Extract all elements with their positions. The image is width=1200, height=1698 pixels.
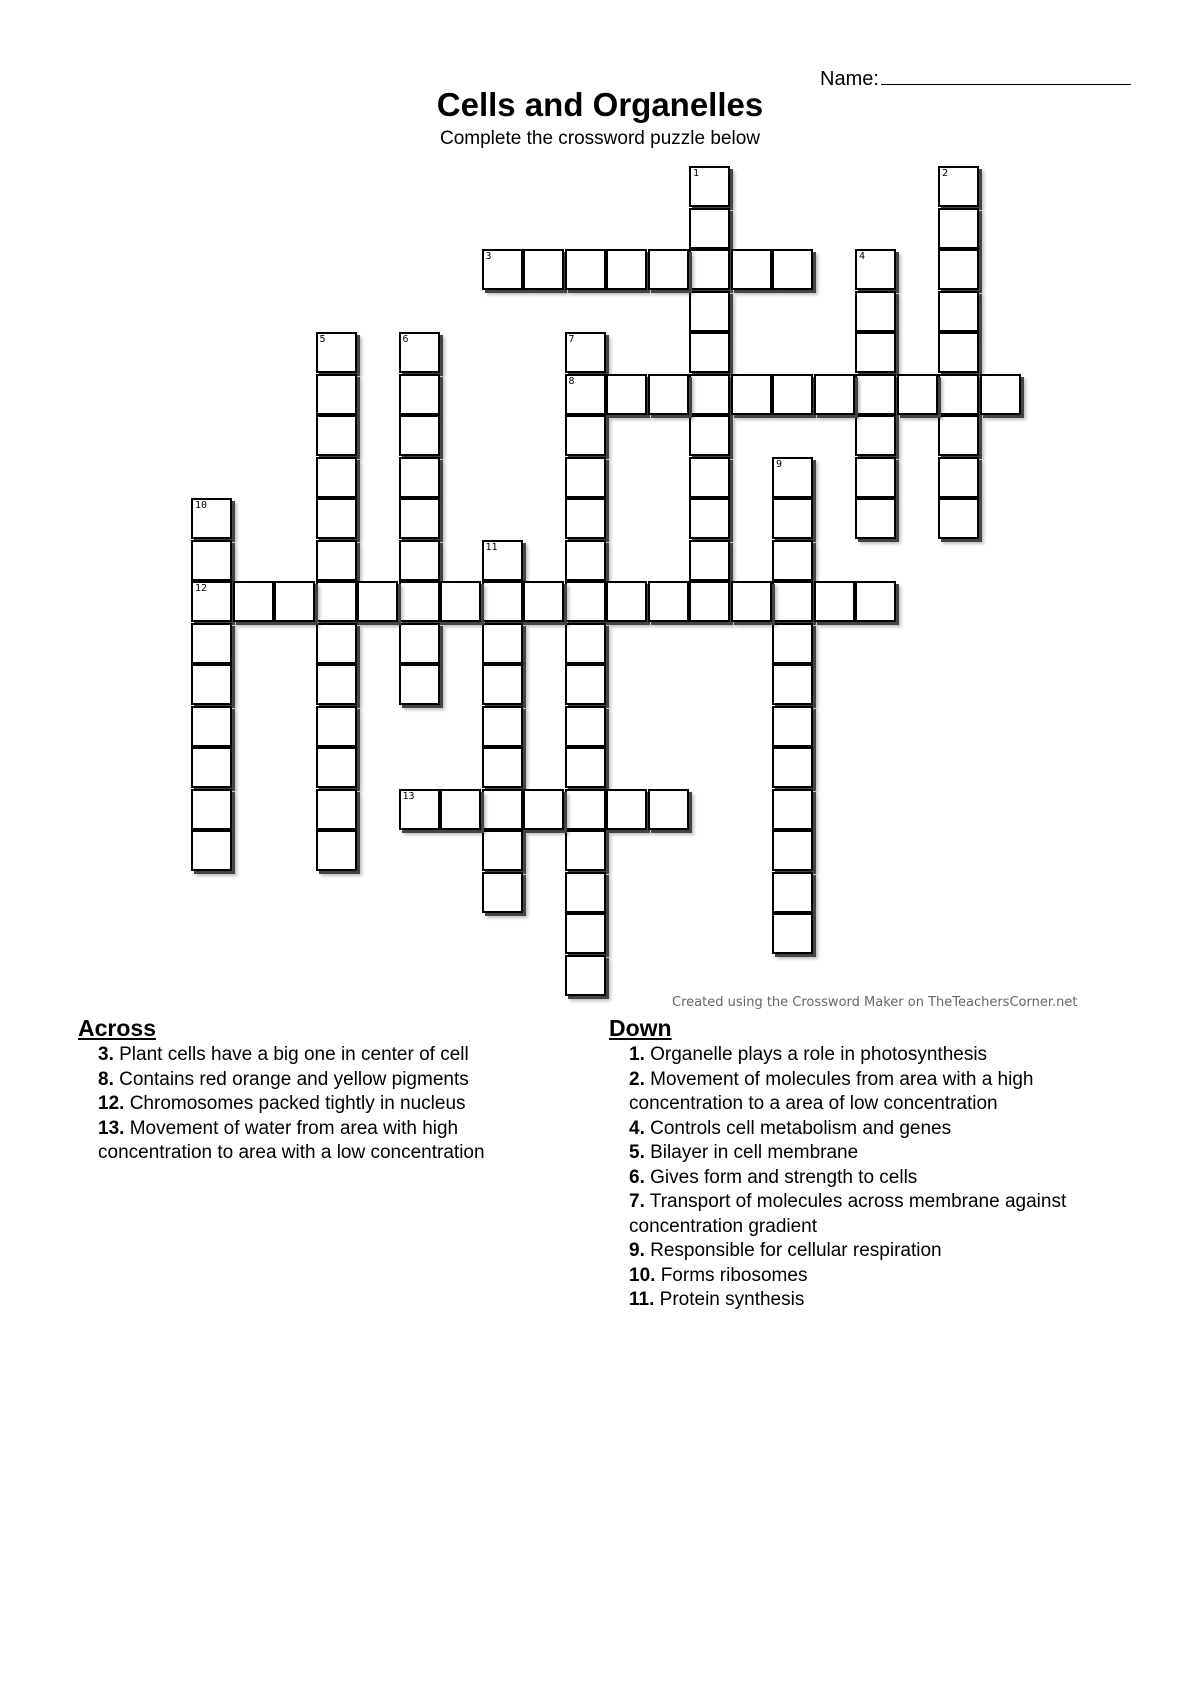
crossword-cell[interactable]	[772, 789, 813, 830]
crossword-cell[interactable]	[482, 581, 523, 622]
crossword-cell[interactable]	[565, 498, 606, 539]
crossword-cell[interactable]	[482, 789, 523, 830]
crossword-cell[interactable]	[316, 581, 357, 622]
crossword-cell[interactable]	[938, 166, 979, 207]
crossword-cell[interactable]	[565, 623, 606, 664]
crossword-cell[interactable]	[606, 249, 647, 290]
clue-text: Contains red orange and yellow pigments	[113, 1068, 469, 1090]
crossword-cell[interactable]	[565, 913, 606, 954]
crossword-cell[interactable]	[938, 332, 979, 373]
crossword-cell[interactable]	[565, 664, 606, 705]
crossword-cell[interactable]	[565, 415, 606, 456]
across-clue	[78, 1043, 558, 1068]
crossword-cell[interactable]	[482, 623, 523, 664]
crossword-cell[interactable]	[482, 872, 523, 913]
crossword-cell[interactable]	[316, 332, 357, 373]
crossword-cell[interactable]	[316, 706, 357, 747]
crossword-cell[interactable]	[565, 872, 606, 913]
crossword-cell[interactable]	[855, 332, 896, 373]
clue-number: 7	[568, 334, 575, 345]
crossword-cell[interactable]	[316, 374, 357, 415]
down-clue	[609, 1166, 1149, 1191]
crossword-cell[interactable]	[482, 706, 523, 747]
crossword-cell[interactable]	[772, 498, 813, 539]
crossword-cell[interactable]	[565, 249, 606, 290]
down-clue	[609, 1141, 1149, 1166]
clue-text: Transport of molecules across membrane against concentration gradient	[629, 1191, 1067, 1237]
crossword-cell[interactable]	[440, 581, 481, 622]
crossword-cell[interactable]	[523, 249, 564, 290]
clue-number: 9	[776, 458, 783, 470]
crossword-cell[interactable]	[191, 581, 232, 622]
crossword-cell[interactable]	[772, 249, 813, 290]
clue-number: 11	[485, 541, 498, 553]
clue-num: 4.	[629, 1117, 645, 1139]
crossword-cell[interactable]	[191, 747, 232, 788]
crossword-cell[interactable]	[938, 374, 979, 415]
crossword-cell[interactable]	[565, 457, 606, 498]
crossword-cell[interactable]	[191, 540, 232, 581]
crossword-cell[interactable]	[689, 249, 730, 290]
crossword-cell[interactable]	[606, 789, 647, 830]
crossword-cell[interactable]	[938, 498, 979, 539]
credit-text: Created using the Crossword Maker on TheTeachersCorner.net	[672, 995, 1078, 1010]
crossword-cell[interactable]	[938, 415, 979, 456]
crossword-cell[interactable]	[565, 581, 606, 622]
down-clue	[609, 1043, 1149, 1068]
down-clue	[609, 1239, 1149, 1264]
crossword-cell[interactable]	[565, 747, 606, 788]
crossword-cell[interactable]	[689, 166, 730, 207]
clue-num: 12.	[98, 1093, 125, 1114]
clue-text: Movement of water from area with high concentration to area with a low concentration	[98, 1117, 485, 1163]
crossword-cell[interactable]	[731, 374, 772, 415]
crossword-cell[interactable]	[399, 581, 440, 622]
crossword-cell[interactable]	[565, 706, 606, 747]
clue-number: 10	[195, 500, 208, 511]
crossword-cell[interactable]	[399, 498, 440, 539]
crossword-cell[interactable]	[482, 664, 523, 705]
clue-text: Controls cell metabolism and genes	[644, 1117, 952, 1139]
crossword-cell[interactable]	[772, 747, 813, 788]
crossword-cell[interactable]	[316, 457, 357, 498]
crossword-cell[interactable]	[648, 374, 689, 415]
crossword-cell[interactable]	[772, 457, 813, 498]
clue-text: Plant cells have a big one in center of cell	[113, 1044, 469, 1065]
clue-num: 1.	[629, 1044, 645, 1065]
crossword-cell[interactable]	[357, 581, 398, 622]
clue-num: 7.	[629, 1191, 645, 1212]
across-clue	[78, 1092, 558, 1117]
crossword-cell[interactable]	[565, 789, 606, 830]
clue-text: Protein synthesis	[654, 1289, 805, 1310]
crossword-cell[interactable]	[606, 581, 647, 622]
crossword-cell[interactable]	[316, 540, 357, 581]
crossword-cell[interactable]	[565, 540, 606, 581]
crossword-cell[interactable]	[855, 498, 896, 539]
crossword-cell[interactable]	[191, 706, 232, 747]
crossword-cell[interactable]	[648, 789, 689, 830]
down-clue-list	[609, 1043, 1149, 1313]
across-clue	[78, 1068, 558, 1093]
crossword-cell[interactable]	[316, 747, 357, 788]
crossword-cell[interactable]	[731, 581, 772, 622]
crossword-cell[interactable]	[689, 540, 730, 581]
clue-text: Bilayer in cell membrane	[644, 1142, 859, 1163]
crossword-cell[interactable]	[855, 249, 896, 290]
down-clues	[609, 1014, 1149, 1313]
crossword-cell[interactable]	[523, 581, 564, 622]
down-clue	[609, 1288, 1149, 1313]
crossword-cell[interactable]	[772, 664, 813, 705]
clue-num: 11.	[629, 1289, 655, 1310]
crossword-cell[interactable]	[648, 249, 689, 290]
crossword-cell[interactable]	[399, 789, 440, 830]
crossword-cell[interactable]	[689, 415, 730, 456]
down-clue	[609, 1068, 1149, 1117]
crossword-cell[interactable]	[399, 623, 440, 664]
clue-number: 1	[693, 168, 700, 179]
clue-num: 6.	[629, 1166, 645, 1188]
name-label: Name:	[820, 68, 879, 90]
down-clue	[609, 1264, 1149, 1289]
crossword-cell[interactable]	[399, 374, 440, 415]
clue-num: 8.	[98, 1068, 114, 1090]
crossword-cell[interactable]	[399, 415, 440, 456]
crossword-cell[interactable]	[938, 208, 979, 249]
crossword-cell[interactable]	[814, 581, 855, 622]
crossword-cell[interactable]	[980, 374, 1021, 415]
clue-num: 5.	[629, 1142, 645, 1163]
crossword-cell[interactable]	[689, 291, 730, 332]
crossword-cell[interactable]	[606, 374, 647, 415]
down-heading: Down	[609, 1015, 672, 1041]
crossword-cell[interactable]	[689, 332, 730, 373]
crossword-cell[interactable]	[772, 830, 813, 871]
crossword-cell[interactable]	[482, 747, 523, 788]
clue-text: Movement of molecules from area with a high concentration to a area of low concentration	[629, 1068, 1034, 1114]
crossword-cell[interactable]	[689, 498, 730, 539]
clue-num: 10.	[629, 1264, 656, 1286]
crossword-cell[interactable]	[565, 955, 606, 996]
crossword-cell[interactable]	[731, 249, 772, 290]
crossword-cell[interactable]	[855, 415, 896, 456]
crossword-cell[interactable]	[523, 789, 564, 830]
crossword-cell[interactable]	[897, 374, 938, 415]
crossword-cell[interactable]	[689, 374, 730, 415]
crossword-cell[interactable]	[565, 374, 606, 415]
crossword-cell[interactable]	[855, 291, 896, 332]
crossword-cell[interactable]	[689, 581, 730, 622]
crossword-cell[interactable]	[772, 374, 813, 415]
crossword-cell[interactable]	[399, 332, 440, 373]
clue-number: 3	[485, 251, 492, 262]
crossword-cell[interactable]	[772, 581, 813, 622]
clue-number: 2	[942, 168, 949, 179]
down-clue	[609, 1190, 1149, 1239]
clue-number: 8	[568, 375, 575, 387]
crossword-cell[interactable]	[191, 830, 232, 871]
crossword-cell[interactable]	[233, 581, 274, 622]
crossword-cell[interactable]	[316, 415, 357, 456]
crossword-cell[interactable]	[316, 664, 357, 705]
page-title: Cells and Organelles	[436, 86, 764, 123]
crossword-cell[interactable]	[191, 623, 232, 664]
crossword-cell[interactable]	[855, 457, 896, 498]
clue-number: 13	[402, 790, 415, 802]
crossword-cell[interactable]	[855, 581, 896, 622]
clue-number: 12	[195, 583, 208, 594]
crossword-cell[interactable]	[772, 872, 813, 913]
across-clues	[78, 1014, 558, 1166]
crossword-cell[interactable]	[316, 623, 357, 664]
down-clue	[609, 1117, 1149, 1142]
crossword-cell[interactable]	[938, 291, 979, 332]
crossword-cell[interactable]	[814, 374, 855, 415]
clue-num: 9.	[629, 1240, 645, 1261]
clue-text: Gives form and strength to cells	[644, 1166, 918, 1188]
crossword-cell[interactable]	[316, 830, 357, 871]
crossword-cell[interactable]	[772, 706, 813, 747]
across-heading: Across	[78, 1015, 156, 1041]
page-subtitle: Complete the crossword puzzle below	[440, 128, 760, 149]
crossword-cell[interactable]	[316, 498, 357, 539]
crossword-cell[interactable]	[938, 457, 979, 498]
crossword-cell[interactable]	[565, 830, 606, 871]
clue-num: 3.	[98, 1044, 114, 1065]
crossword-cell[interactable]	[482, 830, 523, 871]
crossword-cell[interactable]	[316, 789, 357, 830]
clue-text: Responsible for cellular respiration	[644, 1240, 942, 1261]
crossword-cell[interactable]	[565, 332, 606, 373]
crossword-cell[interactable]	[399, 457, 440, 498]
crossword-cell[interactable]	[772, 540, 813, 581]
clue-text: Organelle plays a role in photosynthesis	[644, 1044, 988, 1065]
crossword-cell[interactable]	[482, 540, 523, 581]
clue-num: 2.	[629, 1068, 645, 1090]
crossword-cell[interactable]	[440, 789, 481, 830]
across-clue-list	[78, 1043, 558, 1166]
clue-number: 4	[859, 251, 866, 262]
crossword-cell[interactable]	[689, 208, 730, 249]
clue-num: 13.	[98, 1117, 125, 1139]
clue-number: 6	[402, 334, 409, 345]
crossword-cell[interactable]	[399, 540, 440, 581]
clue-text: Chromosomes packed tightly in nucleus	[124, 1093, 466, 1114]
crossword-cell[interactable]	[191, 498, 232, 539]
across-clue	[78, 1117, 558, 1166]
crossword-cell[interactable]	[772, 913, 813, 954]
crossword-cell[interactable]	[855, 374, 896, 415]
crossword-cell[interactable]	[689, 457, 730, 498]
crossword-cell[interactable]	[772, 623, 813, 664]
clue-number: 5	[319, 334, 326, 345]
crossword-cell[interactable]	[399, 664, 440, 705]
clue-text: Forms ribosomes	[655, 1264, 808, 1286]
crossword-cell[interactable]	[482, 249, 523, 290]
crossword-cell[interactable]	[938, 249, 979, 290]
crossword-cell[interactable]	[274, 581, 315, 622]
crossword-cell[interactable]	[648, 581, 689, 622]
crossword-cell[interactable]	[191, 664, 232, 705]
crossword-cell[interactable]	[191, 789, 232, 830]
